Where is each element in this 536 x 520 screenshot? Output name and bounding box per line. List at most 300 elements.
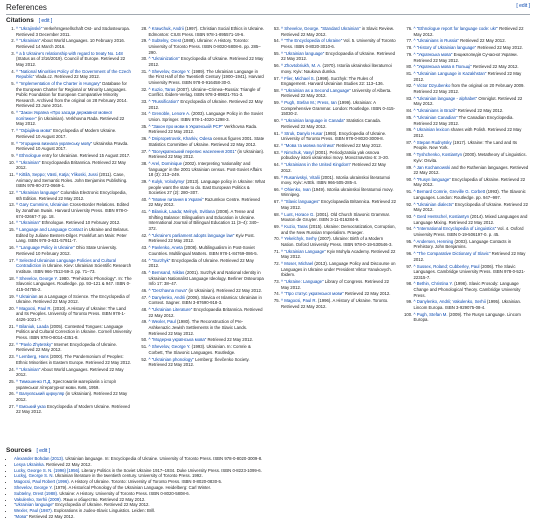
citation-backlink[interactable]: ^ — [148, 99, 151, 105]
citation-text: Verkehrsgesellschaft Ost- und Südosteuropa. Retrieved 3 December 2011. — [16, 26, 131, 37]
citation-link[interactable]: Bilaniuk, Laada — [19, 323, 50, 329]
citation-backlink[interactable]: ^ — [148, 26, 151, 31]
citation-item — [16, 110, 133, 127]
citation-link[interactable]: "Ukrainian as a Second Language" — [284, 87, 353, 93]
citation-link[interactable]: Lemberg, Hans — [19, 354, 50, 360]
citation-backlink[interactable]: ^ — [148, 160, 151, 166]
citation-backlink[interactable]: ^ — [413, 38, 416, 44]
citation-item — [414, 281, 531, 298]
citation-link[interactable]: Selected Ukrainian Language Policies and Cultural Contradiction — [16, 257, 116, 269]
citation-backlink[interactable]: ^ — [413, 71, 416, 77]
citation-backlink[interactable]: ^ — [281, 186, 284, 192]
citation-text: Vlada.cz. Retrieved 22 May 2012. — [35, 74, 100, 80]
citation-backlink[interactable]: ^ — [413, 164, 416, 170]
citation-link[interactable]: "Language Policy in Ukraine" — [19, 245, 76, 251]
citation-text: Retrieved 22 May 2012. — [413, 251, 526, 262]
references-section — [6, 3, 530, 520]
citation-backlink[interactable]: ^ — [16, 190, 19, 196]
citation-text: (2002). Interpreting 'nationality' and 'language' in the 2001 Ukrainian census. Post-Soviet Affairs 18 (3): 213–249. — [148, 160, 262, 178]
citation-backlink[interactable]: ^ — [148, 148, 151, 154]
citation-link[interactable]: "Мова та мовна політика" — [284, 142, 337, 148]
citation-link[interactable]: "Derzhavna mova" — [151, 287, 189, 293]
citation-backlink[interactable]: ^ — [413, 238, 416, 244]
citation-link[interactable]: "Офіційна мова" — [19, 128, 54, 134]
citation-link[interactable]: Danylenko, Andrii — [151, 294, 187, 300]
citation-text: (2003). Language Policy in the Soviet Union. Springer. ISBN 978-1-4020-1298-3. — [148, 111, 263, 123]
citation-backlink[interactable]: ^ — [16, 293, 19, 299]
citation-link[interactable]: "Surzhyk" — [151, 257, 172, 263]
citation-item — [149, 149, 266, 160]
source-link[interactable]: Vakulenko, Serhii (2009). — [14, 496, 64, 502]
citation-link[interactable]: Victor Dzyubenko — [416, 83, 452, 89]
citation-backlink[interactable]: ^ — [148, 209, 151, 215]
citation-link[interactable]: Емський указ — [19, 403, 47, 409]
citation-backlink[interactable]: ^ — [413, 311, 416, 317]
citation-backlink[interactable]: ^ — [148, 68, 151, 74]
citation-link[interactable]: "National Minorities Policy of the Government of the Czech Republic" — [16, 68, 131, 80]
citation-link[interactable]: Ohienko, Ivan — [284, 186, 312, 192]
source-link[interactable]: Shevelov, George Y. — [14, 484, 54, 490]
citation-link[interactable]: Kittilä, Seppo; Västi, Katja; Ylikoski, Jussi — [19, 172, 99, 178]
citation-backlink[interactable]: ^ — [16, 257, 19, 263]
citation-item — [414, 189, 531, 200]
citation-link[interactable]: Andersen, Henning — [416, 238, 455, 244]
citation-item — [149, 56, 266, 67]
citation-link[interactable]: Kuzio, Taras — [151, 86, 177, 92]
citation-item — [149, 307, 266, 318]
citation-item — [281, 261, 398, 278]
citation-backlink[interactable]: ^ — [16, 341, 19, 347]
citation-backlink[interactable]: ^ — [16, 202, 19, 208]
citation-link[interactable]: "Ukrainian language in Canada" — [284, 118, 347, 124]
citation-backlink[interactable]: ^ — [16, 38, 19, 44]
citation-backlink[interactable]: ^ — [148, 178, 151, 184]
citation-backlink[interactable]: ^ — [413, 176, 416, 182]
citation-item — [149, 233, 266, 244]
citation-backlink[interactable]: ^ a b — [16, 50, 26, 56]
citation-item — [281, 175, 398, 186]
citation-item — [281, 224, 398, 235]
citation-backlink[interactable]: ^ — [281, 174, 284, 180]
citation-item — [414, 96, 531, 107]
citation-link[interactable]: Magocsi, Paul R. — [19, 305, 53, 311]
citation-link[interactable]: Wexler, Paul — [151, 319, 177, 325]
citation-link[interactable]: "Українська мова" — [416, 51, 454, 57]
citation-link[interactable]: "Ukrainian" — [19, 366, 42, 372]
citation-item — [16, 81, 133, 109]
citation-text: Ethnologue. Retrieved 10 February 2012. — [41, 220, 121, 226]
citation-backlink[interactable]: ^ — [16, 220, 19, 226]
citation-text: (1989). The Ukrainian Language in the First Half of the Twentieth Century (1900–1941). Harvard University Press. ISBN 978-0-916458-30-0. — [148, 68, 264, 85]
citation-item — [16, 160, 133, 171]
citation-link[interactable]: "Ethnologue report for language code: ukr" — [416, 26, 500, 31]
citation-link[interactable]: Bernsand, Niklas — [151, 269, 186, 275]
citation-item — [281, 249, 398, 260]
citation-item — [16, 220, 133, 226]
citation-text: Encyclopedia of Ukraine. Retrieved 22 May 2012. — [148, 99, 263, 110]
citation-link[interactable]: "International Encyclopedia of Linguistics" — [416, 226, 498, 232]
citation-link[interactable]: Dnipropetrovsk, Kharkiv, Odesa — [151, 136, 214, 142]
citation-backlink[interactable]: ^ — [281, 291, 284, 297]
citation-text: Kyiv Post. Retrieved 22 May 2012. — [148, 232, 255, 244]
citation-backlink[interactable]: ^ — [281, 50, 284, 56]
citation-text: Encyclopedia of Ukraine. Retrieved 22 May 2012. — [148, 257, 254, 269]
citation-link[interactable]: "Ukrainian" — [19, 159, 42, 165]
citation-backlink[interactable]: ^ — [281, 26, 284, 31]
citation-item — [414, 64, 531, 70]
citation-link[interactable]: "Ukrainian Language in Kazakhstan" — [416, 71, 488, 77]
citation-text: Encyclopedia of Ukraine. Retrieved 22 May 2012. — [413, 201, 528, 213]
citation-link[interactable]: Pugh, Stefan M. — [416, 311, 449, 317]
citation-link[interactable]: Shevelov, George Y. — [151, 344, 192, 350]
citation-link[interactable]: Jan Kochanowski — [416, 164, 452, 170]
citation-link[interactable]: "Ukrainization" — [151, 56, 181, 62]
citation-text: (2003). Language Contacts in Prehistory. John Benjamins. — [413, 238, 512, 250]
citation-link[interactable]: Ukrainian lexicon — [416, 127, 451, 133]
citations-edit-link[interactable]: [ edit ] — [38, 18, 53, 24]
citation-link[interactable]: Bilaniuk, Laada; Melnyk, Svitlana — [151, 209, 216, 215]
citation-backlink[interactable]: ^ — [16, 152, 19, 158]
source-text: Literary Politics in the Soviet Ukraine 1917–1934. Duke University Press. ISBN 0-8223-1099-6. — [81, 467, 262, 473]
citation-link[interactable]: Gerd Hentschel, Kostiantyn — [416, 214, 471, 219]
citation-backlink[interactable]: ^ — [281, 142, 284, 148]
citation-backlink[interactable]: ^ — [16, 403, 19, 409]
citation-backlink[interactable]: ^ — [281, 87, 284, 93]
citation-backlink[interactable]: ^ — [413, 152, 416, 158]
citation-backlink[interactable]: ^ — [16, 391, 19, 397]
citation-text: (Status as of 2/16/2019). Council of Europe. Retrieved 22 May 2012. — [16, 56, 126, 67]
citation-backlink[interactable]: ^ — [281, 211, 284, 217]
citation-backlink[interactable]: ^ — [148, 38, 151, 44]
citation-link[interactable]: "Ukrainian dialects" — [416, 201, 455, 207]
citation-link[interactable]: Arel, Dominique — [151, 160, 184, 166]
citation-link[interactable]: "Ukrainian language" — [284, 50, 326, 56]
citation-link[interactable]: Gary Cummins, Ukrainian — [19, 202, 70, 208]
citation-backlink[interactable]: ^ — [281, 298, 284, 304]
citation-link[interactable]: Bernard Comrie, Greville G. Corbett — [416, 189, 487, 195]
citation-link[interactable]: Language and Language Contact — [19, 227, 85, 233]
citation-item — [16, 51, 133, 68]
citation-backlink[interactable]: ^ — [16, 227, 19, 233]
citation-link[interactable]: Stepan Rudnytsky — [416, 139, 453, 145]
citation-link[interactable]: "Pavlo Zhytetsky" — [19, 341, 54, 347]
citation-text: (2006). Slavica et Islamica: Ukrainian in Context. Sagner. ISBN 3-87690-918-3. — [148, 294, 262, 306]
citation-backlink[interactable]: ^ — [148, 232, 151, 238]
source-link[interactable]: Alexander Bohdan (2013). — [14, 456, 66, 461]
citation-backlink[interactable]: ^ — [148, 344, 151, 350]
citation-backlink[interactable]: ^ — [413, 64, 416, 70]
citation-link[interactable]: "Всеукраїнський перепис населення 2001" — [151, 148, 238, 154]
citation-link[interactable]: "Ukrainian Literature" — [151, 307, 194, 313]
citation-backlink[interactable]: ^ — [148, 86, 151, 92]
citation-link[interactable]: "Ukrainians in the United Kingdom" — [284, 162, 353, 168]
citation-link[interactable]: Pugh, Stefan M.; Press, Ian — [284, 100, 338, 106]
citation-text: (1998). Surzhyk: The Rules of Engagement. Harvard Ukrainian Studies 22: 113–136. — [281, 75, 384, 87]
citation-link[interactable]: Lunt, Horace G. — [284, 211, 316, 217]
source-text: Ukrainian language. In: Encyclopedia of Ukraine. University of Toronto Press. ISBN 978-0-8020-3009-8. — [65, 456, 263, 461]
citation-link[interactable]: Rusanivskyi, Vitalii — [284, 174, 321, 180]
citation-backlink[interactable]: ^ — [413, 299, 416, 305]
citation-text: Енциклопедія Сучасної України. Retrieved 22 May 2012. — [413, 51, 518, 63]
citation-text: (2000). Metatheory of Linguistics. Kyiv: Osvita. — [413, 152, 527, 163]
citation-backlink[interactable]: ^ — [16, 305, 19, 311]
citation-backlink[interactable]: ^ — [281, 261, 284, 267]
citation-backlink[interactable]: ^ — [148, 337, 151, 343]
source-link[interactable]: Lesya Ukrainka. — [14, 461, 47, 467]
citation-text: (1917). Ukraine: The Land and Its People. New York. — [413, 139, 517, 151]
citation-link[interactable]: Moser, Michael — [284, 261, 315, 267]
citation-backlink[interactable]: ^ — [413, 115, 416, 120]
citation-link[interactable]: "Ukrajinské" — [19, 26, 44, 31]
citations-list — [404, 26, 531, 323]
citation-backlink[interactable]: ^ — [281, 279, 284, 285]
citation-link[interactable]: Krawchuk, Andrii — [151, 26, 185, 31]
citation-backlink[interactable]: ^ — [281, 162, 284, 168]
citation-backlink[interactable]: ^ — [281, 236, 284, 242]
citation-backlink[interactable]: ^ — [148, 319, 151, 325]
citation-item — [281, 38, 398, 49]
citation-link[interactable]: "Закон про мови в Українській РСР" — [151, 123, 225, 129]
citation-item — [414, 26, 531, 37]
citation-link[interactable]: "Закон Україна «Про засади державної мовної політики»" — [16, 110, 112, 121]
citation-backlink[interactable]: ^ — [413, 201, 416, 207]
sources-heading — [6, 447, 530, 454]
citation-link[interactable]: "Ukrainians in Brazil" — [416, 108, 458, 114]
citation-link[interactable]: "Ukrainian Language" — [284, 248, 327, 254]
source-link[interactable]: Subtelny, Orest (1988). — [14, 490, 60, 496]
citations-list — [6, 26, 133, 415]
citation-text: The Canadian Encyclopedia. Retrieved 22 May 2012. — [413, 115, 514, 126]
citation-backlink[interactable]: ^ — [413, 45, 416, 51]
citation-backlink[interactable]: ^ — [413, 189, 416, 195]
citation-text: Statistics Canada. Retrieved 22 May 2012. — [281, 118, 381, 129]
citation-backlink[interactable]: ^ — [413, 95, 416, 101]
citation-text: (2013). Language Policy and Discourse on Languages in Ukraine under President Viktor Yanukovych. Ibidem. — [281, 261, 396, 278]
citation-backlink[interactable]: ^ — [413, 214, 416, 219]
citation-backlink[interactable]: ^ — [281, 63, 284, 69]
citation-item — [149, 87, 266, 98]
citation-item — [16, 153, 133, 159]
source-link[interactable]: "Мова" — [14, 513, 29, 519]
citation-link[interactable]: "Угорщина визнала українську мову" — [19, 140, 94, 146]
citation-link[interactable]: "Ukrainian Canadian" — [416, 115, 459, 120]
citation-link[interactable]: Danylenko, Andrii; Vakulenko, Serhii — [416, 299, 487, 305]
citation-backlink[interactable]: ^ — [16, 140, 19, 146]
citation-link[interactable]: Struk, Danylo Husar — [284, 130, 324, 136]
citation-link[interactable]: "Ukraine: Language" — [284, 279, 325, 285]
citation-text: About World Languages. Retrieved 22 May 2012. — [16, 366, 124, 378]
citation-link[interactable]: Bethin, Christina Y. — [416, 281, 455, 287]
citation-backlink[interactable]: ^ — [413, 263, 416, 269]
citation-text: Lemberg: Ševčenko Society. Retrieved 22 May 2012. — [148, 356, 250, 368]
citation-backlink[interactable]: ^ — [413, 83, 416, 89]
source-item — [14, 514, 530, 520]
citation-text: Retrieved 22 May 2012. — [413, 71, 522, 82]
citation-backlink[interactable]: ^ — [16, 159, 19, 165]
citation-link[interactable]: "Ukrainian" — [19, 220, 42, 226]
citation-backlink[interactable]: ^ — [281, 248, 284, 254]
citation-text: Retrieved 22 May 2012. — [207, 337, 254, 343]
citation-item — [16, 172, 133, 189]
citation-backlink[interactable]: ^ — [16, 172, 19, 178]
citation-link[interactable]: "The Encyclopedia of Ukraine" — [284, 38, 344, 44]
citation-text: census figures 2001. State Statistics Committee of Ukraine. Retrieved 22 May 2012. — [148, 136, 265, 147]
citation-item — [149, 69, 266, 86]
citation-text: (1999). Ukrainian: A Comprehensive Grammar. London: Routledge. ISBN 0-415-15030-2. — [281, 100, 395, 117]
citation-backlink[interactable]: ^ — [148, 307, 151, 313]
citation-backlink[interactable]: ^ — [16, 275, 19, 281]
citation-link[interactable]: Sussex, Roland; Cubberley, Paul — [416, 263, 481, 269]
citation-item — [149, 99, 266, 110]
citation-item — [414, 226, 531, 237]
citation-backlink[interactable]: ^ — [148, 287, 151, 293]
citation-backlink[interactable]: ^ — [16, 128, 19, 134]
citation-backlink[interactable]: ^ — [148, 257, 151, 263]
source-link[interactable]: Wexler, Paul (1987). — [14, 508, 55, 514]
citation-backlink[interactable]: ^ — [16, 245, 19, 251]
citation-link[interactable]: Grenoble, Lenore A. — [151, 111, 192, 117]
citation-backlink[interactable]: ^ — [148, 294, 151, 300]
citation-link[interactable]: "Slavic languages" — [284, 199, 321, 205]
citation-link[interactable]: Nimchuk, Vasyl — [284, 149, 315, 155]
citation-backlink[interactable]: ^ — [16, 378, 19, 384]
citation-item — [414, 214, 531, 225]
citation-link[interactable]: Pavlenko, Aneta — [151, 245, 184, 251]
citation-text: (1980). The Reconstruction of Pre-Ashkenazic Jewish Settlements in the Slavic Lands. Retrieved 22 May 2012. — [148, 319, 248, 336]
citation-link[interactable]: "Russification" — [151, 99, 181, 105]
citation-link[interactable]: "Ukrainian language" — [19, 190, 61, 196]
citation-item — [414, 140, 531, 151]
citation-link[interactable]: Subtelny, Orest — [151, 38, 183, 44]
citation-link[interactable]: "Ukrainian phonology" — [151, 356, 196, 362]
citation-backlink[interactable]: ^ — [281, 75, 284, 81]
citation-text: Encyclopedia of Ukraine. Retrieved 22 May 2012. — [148, 56, 264, 67]
references-edit-link[interactable]: [ edit ] — [516, 3, 530, 9]
citation-link[interactable]: Zhovtobriukh, M. A. — [284, 63, 323, 69]
citation-link[interactable]: Magocsi, Paul R. — [284, 298, 318, 304]
citation-item — [16, 342, 133, 353]
citations-title: Citations — [6, 17, 34, 24]
citation-item — [281, 236, 398, 247]
citation-backlink[interactable]: ^ — [413, 51, 416, 57]
citation-backlink[interactable]: ^ — [281, 100, 284, 106]
citation-backlink[interactable]: ^ — [281, 199, 284, 205]
source-link[interactable]: Magocsi, Paul Robert (1996). — [14, 479, 71, 485]
citation-text: Encyclopaedia of Ukraine. Retrieved 22 May 2012. — [281, 50, 396, 62]
citation-backlink[interactable]: ^ — [16, 366, 19, 372]
citation-item — [149, 111, 266, 122]
citation-backlink[interactable]: ^ — [148, 356, 151, 362]
citation-backlink[interactable]: ^ — [148, 56, 151, 62]
citation-backlink[interactable]: ^ — [413, 251, 416, 257]
citation-backlink[interactable]: ^ — [413, 139, 416, 145]
citation-link[interactable]: "Ukrainians in Russia" — [416, 38, 461, 44]
citation-link[interactable]: Shevelov, George. "Standard Ukrainian" — [284, 26, 362, 31]
citation-backlink[interactable]: ^ — [413, 226, 416, 232]
citation-backlink[interactable]: ^ — [148, 111, 151, 117]
citation-link[interactable]: Валуєвський циркуляр — [19, 391, 66, 397]
citation-link[interactable]: Тимошенко П.Д. — [19, 378, 53, 384]
citation-text: Retrieved 22 May 2012. — [413, 26, 524, 37]
citation-link[interactable]: Shevelov, George Y. — [19, 275, 60, 281]
sources-edit-link[interactable]: [ edit ] — [36, 448, 51, 454]
source-link[interactable]: "Ukrainian language" — [14, 502, 56, 508]
citation-link[interactable]: Ethnologue — [19, 152, 43, 158]
citation-link[interactable]: Yekelchyk, Serhy — [284, 236, 319, 242]
citation-link[interactable]: "Мовне питання в Україні" — [151, 196, 205, 202]
citation-link[interactable]: "History of Ukrainian language" — [416, 45, 478, 51]
citation-backlink[interactable]: ^ — [148, 196, 151, 202]
citation-item — [281, 199, 398, 210]
citation-backlink[interactable]: ^ — [148, 123, 151, 129]
sources-section — [6, 447, 530, 520]
citation-link[interactable]: "Ukrainian" — [19, 38, 42, 44]
citation-link[interactable]: "Українська мова в Польщі" — [416, 64, 473, 70]
citation-backlink[interactable]: ^ — [148, 269, 151, 275]
citation-backlink[interactable]: ^ — [413, 26, 416, 31]
citation-backlink[interactable]: ^ — [16, 110, 19, 116]
citation-item — [414, 177, 531, 188]
citation-backlink[interactable]: ^ — [148, 136, 151, 142]
citation-link[interactable]: "Implementation of the Charter in Hungary" — [19, 81, 103, 87]
citation-link[interactable]: "Rusyn language" — [416, 176, 453, 182]
citation-item — [281, 26, 398, 37]
citation-backlink[interactable]: ^ — [16, 26, 19, 31]
citation-backlink[interactable]: ^ — [281, 130, 284, 136]
citation-backlink[interactable]: ^ — [281, 224, 284, 229]
citation-link[interactable]: Kuzio, Taras — [284, 224, 309, 229]
citation-item — [16, 379, 133, 390]
citation-link[interactable]: Kulyk, Volodymyr — [151, 178, 186, 184]
citation-backlink[interactable]: ^ — [281, 118, 284, 124]
citation-text: (1996). A History of Ukraine. Toronto. Retrieved 22 May 2012. — [281, 298, 389, 309]
source-link[interactable]: Luckyj, George S. N. — [14, 473, 55, 479]
citation-backlink[interactable]: ^ — [281, 149, 284, 155]
citation-backlink[interactable]: ^ — [148, 245, 151, 251]
citation-link[interactable]: "Модерна українська мова" — [151, 337, 208, 343]
citation-backlink[interactable]: ^ — [16, 68, 19, 74]
citation-text: (2001). Istoriia ukrainskoi literaturnoi movy. Kyiv: ArtEk. ISBN 966-505-285-4. — [281, 174, 391, 186]
citation-item — [414, 115, 531, 126]
citation-link[interactable]: Ukrainian — [19, 293, 39, 299]
citation-link[interactable]: "Ukrainian language - alphabet" — [416, 95, 479, 101]
citation-backlink[interactable]: ^ — [281, 38, 284, 44]
citation-backlink[interactable]: ^ — [413, 108, 416, 114]
citation-item — [16, 276, 133, 293]
citation-item — [149, 337, 266, 343]
citation-text: Vol. 5. University of Toronto Press. ISBN 0-8020-3010-6. — [281, 38, 396, 49]
citation-text: Verkhovna Rada. Retrieved 22 May 2012. — [148, 123, 258, 135]
citation-item — [281, 143, 398, 149]
citation-text: (1988). Ukraine: A History. Toronto: University of Toronto Press. ISBN 0-8020-5808-6. pp. 285–290. — [148, 38, 261, 55]
citation-link[interactable]: Flier, Michael S. — [284, 75, 316, 81]
citation-backlink[interactable]: ^ — [16, 354, 19, 360]
citation-backlink[interactable]: ^ — [16, 81, 19, 87]
citation-link[interactable]: "Про статус української мови" — [284, 291, 345, 297]
citation-item — [149, 288, 266, 294]
citation-backlink[interactable]: ^ — [16, 323, 19, 329]
citation-text: shares with Polish. Retrieved 22 May 2012. — [413, 127, 522, 138]
citation-link[interactable]: Ukraine's relationship with regard to treaty No. 148 — [26, 50, 123, 56]
citation-backlink[interactable]: ^ — [413, 127, 416, 133]
citation-backlink[interactable]: ^ — [413, 281, 416, 287]
citation-link[interactable]: "Ukraine's parliament adopts language law" — [151, 232, 236, 238]
citation-link[interactable]: "The Comparative Dictionary of Slavic" — [416, 251, 492, 257]
citation-link[interactable]: Shevelov, George Y. — [151, 68, 192, 74]
source-link[interactable]: Lucky, George S. N. (1996) [1956]. — [14, 467, 82, 473]
citation-link[interactable]: Tyshchenko, Kostiantyn — [416, 152, 464, 158]
citation-text: (2009). The Rusyn Language. Lincom Europa. — [413, 311, 521, 323]
